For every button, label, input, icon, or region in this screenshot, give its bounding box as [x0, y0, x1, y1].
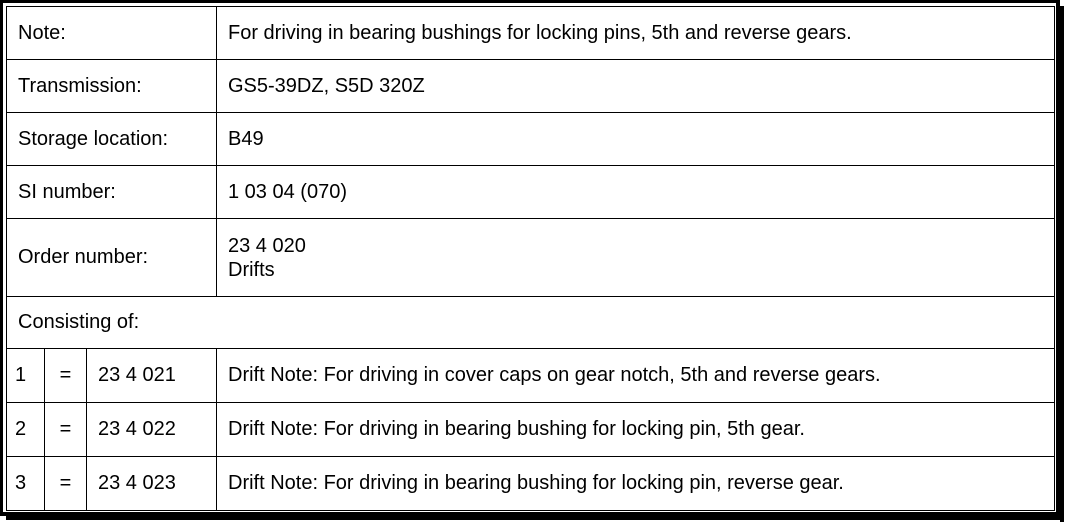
part-equals: = [45, 457, 87, 511]
storage-location-row [7, 113, 1055, 166]
part-index: 1 [7, 349, 45, 403]
note-label: Note: [7, 7, 217, 60]
si-number-value: 1 03 04 (070) [217, 166, 1055, 219]
transmission-label: Transmission: [7, 60, 217, 113]
si-number-row [7, 166, 1055, 219]
order-number-label: Order number: [7, 219, 217, 297]
transmission-row [7, 60, 1055, 113]
part-number: 23 4 022 [87, 403, 217, 457]
part-description: Drift Note: For driving in cover caps on gear notch, 5th and reverse gears. [217, 349, 1055, 403]
part-description: Drift Note: For driving in bearing bushing for locking pin, 5th gear. [217, 403, 1055, 457]
order-number: 23 4 020 [228, 234, 306, 257]
frame-shadow-right [1060, 6, 1064, 522]
consisting-of-row [7, 297, 1055, 349]
part-equals: = [45, 349, 87, 403]
note-value: For driving in bearing bushings for locking pins, 5th and reverse gears. [217, 7, 1055, 60]
note-row [7, 7, 1055, 60]
frame-shadow-bottom [6, 516, 1064, 520]
order-name: Drifts [228, 258, 275, 281]
si-number-label: SI number: [7, 166, 217, 219]
part-number: 23 4 023 [87, 457, 217, 511]
part-index: 2 [7, 403, 45, 457]
part-number: 23 4 021 [87, 349, 217, 403]
transmission-value: GS5-39DZ, S5D 320Z [217, 60, 1055, 113]
part-row [7, 349, 1055, 403]
storage-location-value: B49 [217, 113, 1055, 166]
storage-location-label: Storage location: [7, 113, 217, 166]
order-number-row [7, 219, 1055, 297]
consisting-of-label: Consisting of: [7, 297, 1055, 349]
part-index: 3 [7, 457, 45, 511]
part-description: Drift Note: For driving in bearing bushing for locking pin, reverse gear. [217, 457, 1055, 511]
part-equals: = [45, 403, 87, 457]
tool-spec-table [6, 6, 1055, 511]
order-number-value [217, 219, 1055, 297]
part-row [7, 403, 1055, 457]
part-row [7, 457, 1055, 511]
